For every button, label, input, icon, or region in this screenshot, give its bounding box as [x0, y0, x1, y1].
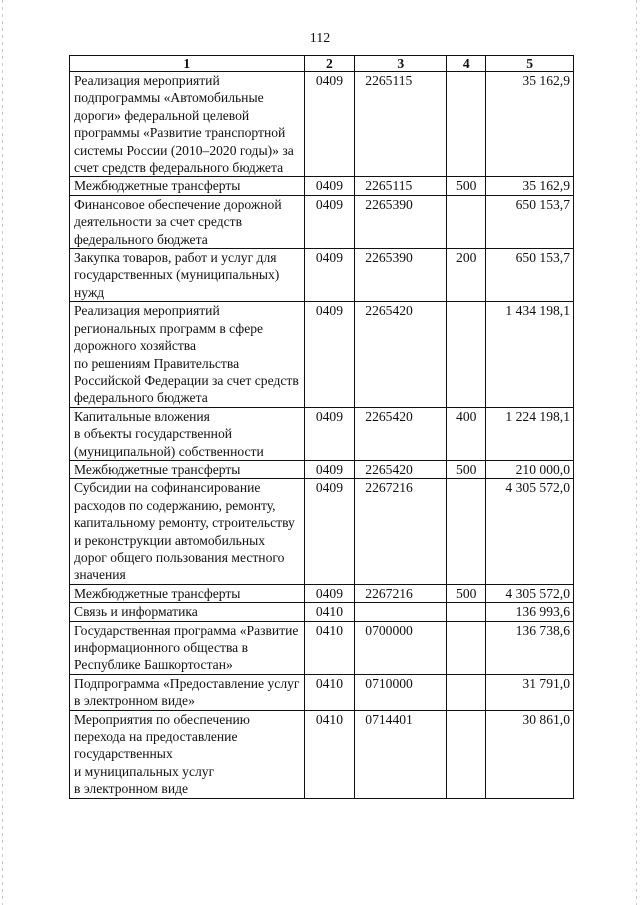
row-amount: 35 162,9	[486, 177, 574, 195]
row-expense-type: 200	[447, 249, 486, 302]
table-row	[70, 674, 574, 710]
table-row	[70, 603, 574, 621]
row-expense-type	[447, 621, 486, 674]
row-code	[355, 603, 447, 621]
row-name: Финансовое обеспечение дорожной деятельности за счет средств федерального бюджета	[70, 195, 305, 248]
row-code: 2265420	[355, 407, 447, 460]
page-number: 112	[309, 31, 331, 46]
row-expense-type: 500	[447, 584, 486, 602]
header-col-2: 2	[304, 56, 355, 72]
table-row	[70, 195, 574, 248]
row-code: 2265390	[355, 195, 447, 248]
row-section: 0409	[304, 460, 355, 478]
row-name: Межбюджетные трансферты	[70, 177, 305, 195]
row-name: Закупка товаров, работ и услуг для государственных (муниципальных) нужд	[70, 249, 305, 302]
row-name: Капитальные вложения в объекты государственной (муниципальной) собственности	[70, 407, 305, 460]
row-name: Государственная программа «Развитие информационного общества в Республике Башкортостан»	[70, 621, 305, 674]
row-section: 0410	[304, 621, 355, 674]
row-expense-type: 400	[447, 407, 486, 460]
row-amount: 210 000,0	[486, 460, 574, 478]
row-expense-type	[447, 710, 486, 798]
header-col-3: 3	[355, 56, 447, 72]
row-section: 0409	[304, 407, 355, 460]
row-section: 0410	[304, 603, 355, 621]
budget-table	[69, 55, 574, 799]
table-row	[70, 460, 574, 478]
row-expense-type	[447, 674, 486, 710]
row-code: 2267216	[355, 584, 447, 602]
table-row	[70, 177, 574, 195]
row-code: 2265420	[355, 302, 447, 407]
row-section: 0410	[304, 710, 355, 798]
row-expense-type	[447, 302, 486, 407]
row-code: 0714401	[355, 710, 447, 798]
scan-edge-left	[2, 0, 3, 905]
header-col-4: 4	[447, 56, 486, 72]
row-expense-type	[447, 603, 486, 621]
row-amount: 1 434 198,1	[486, 302, 574, 407]
row-section: 0409	[304, 249, 355, 302]
row-name: Мероприятия по обеспечению перехода на предоставление государственных и муниципальных услуг в электронном виде	[70, 710, 305, 798]
row-section: 0409	[304, 195, 355, 248]
row-name: Подпрограмма «Предоставление услуг в электронном виде»	[70, 674, 305, 710]
row-code: 2265115	[355, 72, 447, 177]
row-amount: 1 224 198,1	[486, 407, 574, 460]
table-row	[70, 621, 574, 674]
row-section: 0409	[304, 177, 355, 195]
row-amount: 136 993,6	[486, 603, 574, 621]
row-amount: 35 162,9	[486, 72, 574, 177]
row-name: Связь и информатика	[70, 603, 305, 621]
row-section: 0409	[304, 302, 355, 407]
row-expense-type: 500	[447, 177, 486, 195]
row-amount: 650 153,7	[486, 249, 574, 302]
row-code: 0710000	[355, 674, 447, 710]
row-amount: 4 305 572,0	[486, 479, 574, 584]
table-row	[70, 584, 574, 602]
table-row	[70, 72, 574, 177]
table-row	[70, 710, 574, 798]
row-code: 2267216	[355, 479, 447, 584]
row-expense-type	[447, 72, 486, 177]
row-code: 0700000	[355, 621, 447, 674]
row-section: 0409	[304, 72, 355, 177]
row-section: 0409	[304, 584, 355, 602]
table-row	[70, 249, 574, 302]
row-section: 0409	[304, 479, 355, 584]
table-body	[70, 72, 574, 799]
row-amount: 4 305 572,0	[486, 584, 574, 602]
row-amount: 136 738,6	[486, 621, 574, 674]
row-expense-type	[447, 479, 486, 584]
table-row	[70, 302, 574, 407]
row-name: Реализация мероприятий региональных программ в сфере дорожного хозяйства по решениям Правительства Российской Федерации за счет средств федерального бюджета	[70, 302, 305, 407]
header-col-1: 1	[70, 56, 305, 72]
table-header-row	[70, 56, 574, 72]
row-amount: 650 153,7	[486, 195, 574, 248]
table-row	[70, 407, 574, 460]
row-amount: 31 791,0	[486, 674, 574, 710]
row-code: 2265390	[355, 249, 447, 302]
row-name: Реализация мероприятий подпрограммы «Автомобильные дороги» федеральной целевой программы «Развитие транспортной системы России (2010–2020 годы)» за счет средств федерального бюджета	[70, 72, 305, 177]
row-amount: 30 861,0	[486, 710, 574, 798]
row-code: 2265115	[355, 177, 447, 195]
row-expense-type	[447, 195, 486, 248]
header-col-5: 5	[486, 56, 574, 72]
row-name: Межбюджетные трансферты	[70, 460, 305, 478]
row-code: 2265420	[355, 460, 447, 478]
row-name: Межбюджетные трансферты	[70, 584, 305, 602]
scan-edge-right	[636, 0, 637, 905]
table-row	[70, 479, 574, 584]
row-expense-type: 500	[447, 460, 486, 478]
row-name: Субсидии на софинансирование расходов по содержанию, ремонту, капитальному ремонту, строительству и реконструкции автомобильных дорог общего пользования местного значения	[70, 479, 305, 584]
row-section: 0410	[304, 674, 355, 710]
